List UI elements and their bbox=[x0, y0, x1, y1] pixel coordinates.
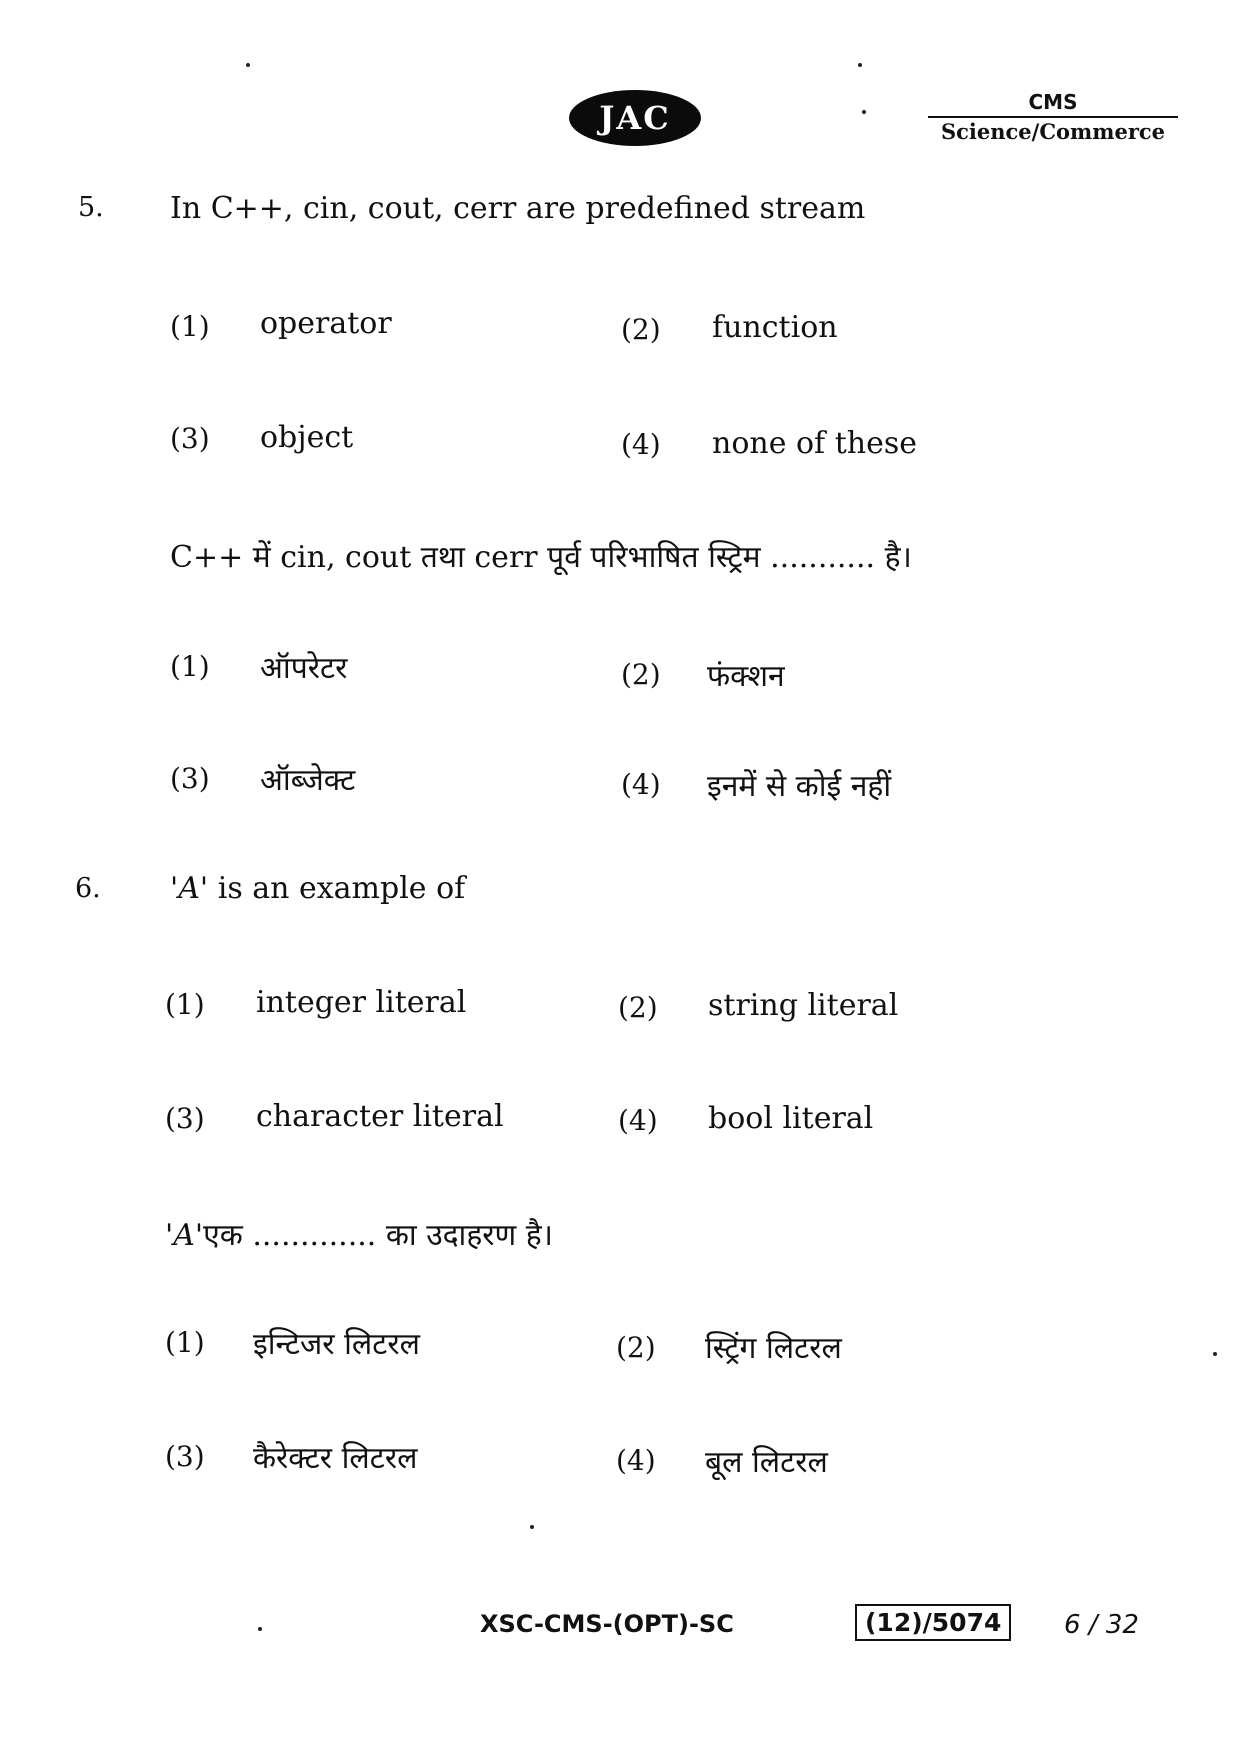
q6-hi-option-3-number: (3) bbox=[165, 1440, 205, 1473]
question-6-text-en bbox=[170, 871, 465, 906]
q6-en-option-4-number: (4) bbox=[618, 1104, 658, 1137]
q5-en-option-2-text: function bbox=[712, 310, 838, 345]
q5-hi-option-1-number: (1) bbox=[170, 650, 210, 683]
q5-en-option-2-number: (2) bbox=[621, 313, 661, 346]
question-5-text-hi: C++ में cin, cout तथा cerr पूर्व परिभाषित स्ट्रिम ........... है। bbox=[170, 540, 912, 575]
q6-hi-option-2-number: (2) bbox=[616, 1331, 656, 1364]
scan-speck bbox=[530, 1525, 534, 1529]
q6-hi-option-3-text: कैरेक्टर लिटरल bbox=[253, 1441, 418, 1476]
q6-hi-option-1-text: इन्टिजर लिटरल bbox=[253, 1327, 420, 1362]
question-6-hi-symbol: 'A' bbox=[165, 1218, 204, 1253]
q6-en-option-4-text: bool literal bbox=[708, 1101, 874, 1136]
q5-en-option-3-number: (3) bbox=[170, 422, 210, 455]
scan-speck bbox=[258, 1627, 262, 1631]
jac-logo bbox=[569, 90, 701, 146]
question-6-text-hi bbox=[165, 1213, 553, 1254]
footer-set-code: (12)/5074 bbox=[855, 1604, 1011, 1641]
q5-en-option-1-number: (1) bbox=[170, 310, 210, 343]
scan-speck bbox=[246, 63, 250, 67]
question-6-number: 6. bbox=[75, 873, 101, 904]
q6-hi-option-4-number: (4) bbox=[616, 1444, 656, 1477]
q5-hi-option-4-text: इनमें से कोई नहीं bbox=[707, 769, 892, 804]
header-subject: CMS bbox=[928, 90, 1178, 118]
question-5-number: 5. bbox=[78, 192, 104, 223]
q6-en-option-2-text: string literal bbox=[708, 988, 899, 1023]
q6-en-option-2-number: (2) bbox=[618, 991, 658, 1024]
footer-paper-code: XSC-CMS-(OPT)-SC bbox=[480, 1610, 734, 1638]
question-6-text-en-body: is an example of bbox=[217, 871, 466, 906]
q6-hi-option-4-text: बूल लिटरल bbox=[705, 1445, 828, 1480]
q5-hi-option-2-number: (2) bbox=[621, 658, 661, 691]
logo-text: JAC bbox=[599, 99, 671, 137]
q6-en-option-1-text: integer literal bbox=[256, 985, 467, 1020]
q6-en-option-3-number: (3) bbox=[165, 1102, 205, 1135]
q5-hi-option-3-number: (3) bbox=[170, 762, 210, 795]
q5-hi-option-3-text: ऑब्जेक्ट bbox=[260, 763, 356, 798]
footer-page-number: 6 / 32 bbox=[1064, 1610, 1139, 1640]
question-5-text-en: In C++, cin, cout, cerr are predefined stream bbox=[170, 191, 866, 226]
q5-hi-option-4-number: (4) bbox=[621, 768, 661, 801]
q5-hi-option-2-text: फंक्शन bbox=[707, 659, 785, 694]
q6-hi-option-1-number: (1) bbox=[165, 1326, 205, 1359]
q5-hi-option-1-text: ऑपरेटर bbox=[260, 651, 348, 686]
q6-en-option-3-text: character literal bbox=[256, 1099, 504, 1134]
scan-speck bbox=[862, 110, 866, 114]
q6-en-option-1-number: (1) bbox=[165, 988, 205, 1021]
q6-hi-option-2-text: स्ट्रिंग लिटरल bbox=[705, 1331, 842, 1366]
question-6-text-hi-body: एक ............. का उदाहरण है। bbox=[203, 1218, 554, 1253]
question-6-symbol: 'A' bbox=[170, 871, 209, 906]
q5-en-option-4-number: (4) bbox=[621, 428, 661, 461]
q5-en-option-4-text: none of these bbox=[712, 426, 917, 461]
q5-en-option-3-text: object bbox=[260, 420, 354, 455]
scan-speck bbox=[858, 63, 862, 67]
q5-en-option-1-text: operator bbox=[260, 306, 392, 341]
scan-speck bbox=[1213, 1352, 1217, 1356]
header-stream: Science/Commerce bbox=[940, 119, 1166, 144]
